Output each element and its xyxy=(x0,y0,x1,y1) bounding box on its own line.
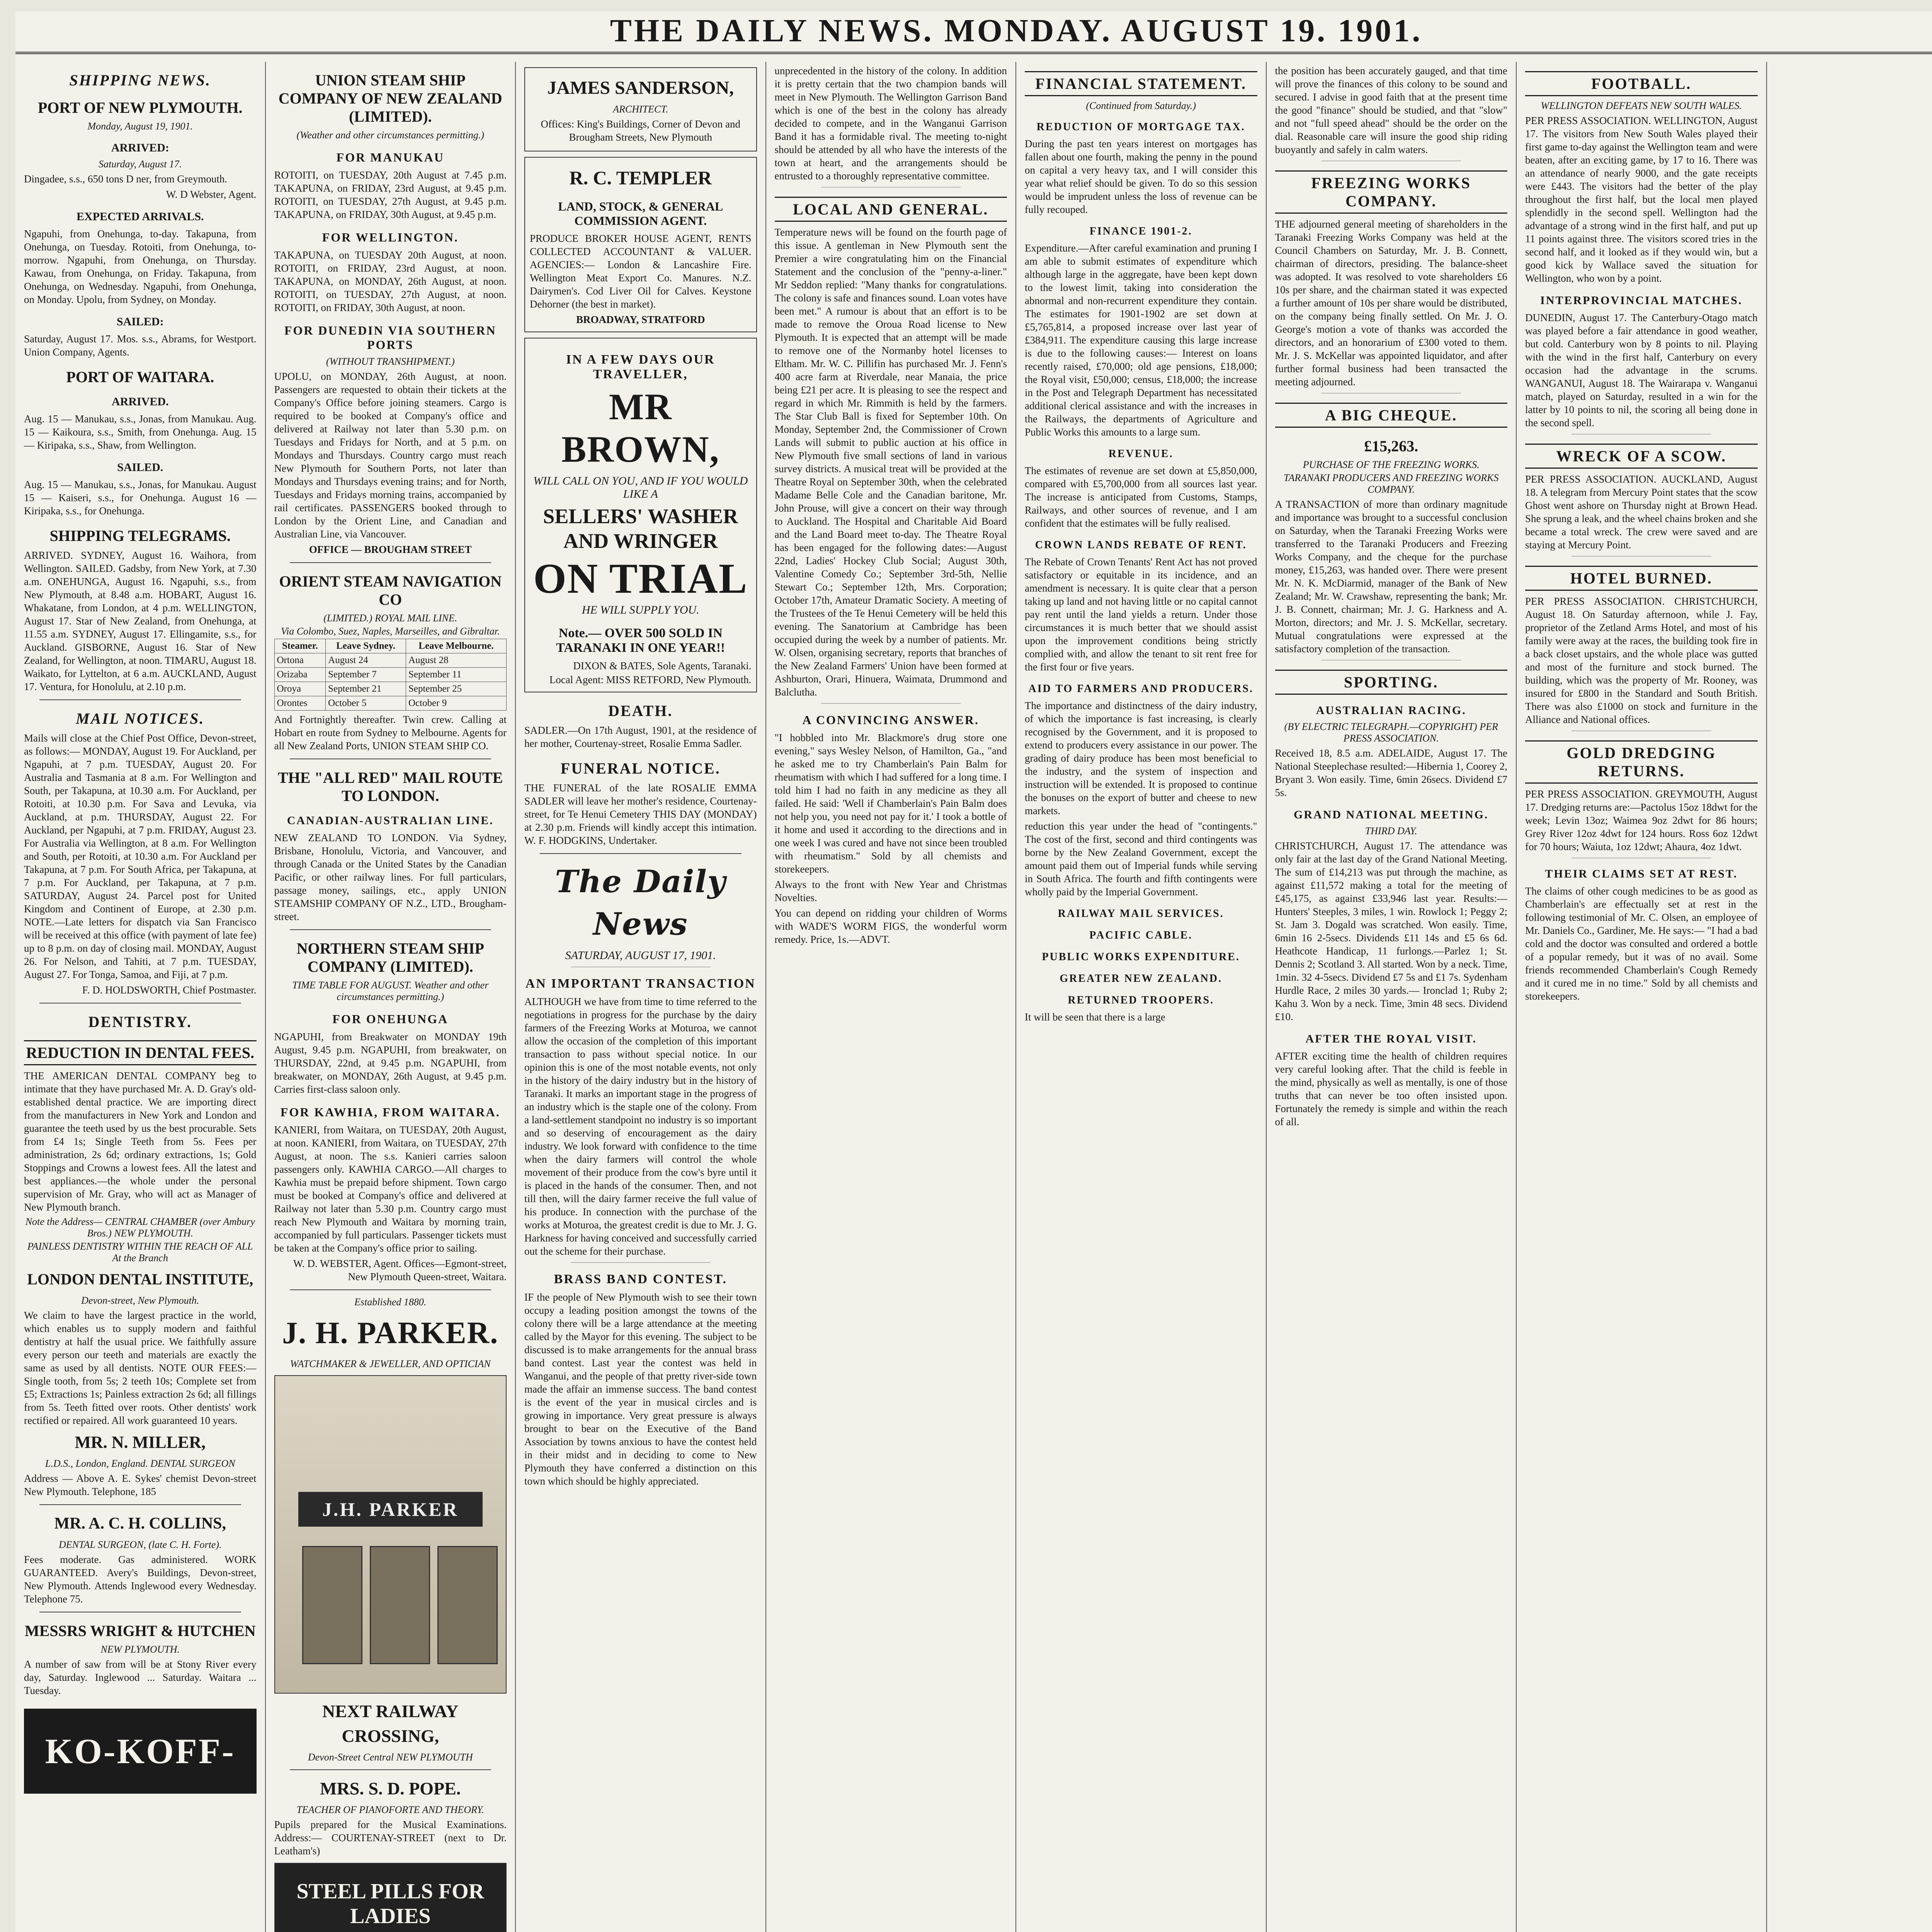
postmaster-signature: F. D. HOLDSWORTH, Chief Postmaster. xyxy=(82,984,257,996)
daily-news-date: SATURDAY, AUGUST 17, 1901. xyxy=(565,949,716,962)
port-date: Monday, August 19, 1901. xyxy=(87,121,193,132)
greater-nz-heading: GREATER NEW ZEALAND. xyxy=(1060,973,1223,985)
funeral-heading: FUNERAL NOTICE. xyxy=(560,760,721,777)
funeral-text: THE FUNERAL of the late ROSALIE EMMA SADLER will leave her mother's residence, Courtenay-street, for Te Henui Cemetery THIS DAY (MONDAY) at 2.30 p.m. Friends will kindly accept this intimation. W. F. HODGKINS, Undertaker. xyxy=(524,782,757,846)
column-5 xyxy=(1016,62,1267,1932)
returned-troopers-heading: RETURNED TROOPERS. xyxy=(1068,994,1214,1006)
aid-farmers-text: The importance and distinctness of the dairy industry, of which the importance is fast increasing, is clearly recognised by the Government, and it is proposed to extend to producers every assistance in our power. The grading of dairy produce has been most beneficial to the industry, and the system of inspection and instruction will be extended. It is proposed to continue the bonuses on the export of butter and cheese to new markets. xyxy=(1025,700,1257,816)
allred-sub: CANADIAN-AUSTRALIAN LINE. xyxy=(287,814,494,827)
webster-signature: W. D. WEBSTER, Agent. Offices—Egmont-street, New Plymouth Queen-street, Waitara. xyxy=(293,1258,507,1282)
table-cell: August 28 xyxy=(406,653,506,668)
crown-lands-heading: CROWN LANDS REBATE OF RENT. xyxy=(1035,539,1247,551)
arrived-text: Dingadee, s.s., 650 tons D ner, from Greymouth. xyxy=(24,173,228,185)
table-cell: September 11 xyxy=(406,668,506,682)
london-dental-heading: LONDON DENTAL INSTITUTE, xyxy=(27,1270,253,1288)
gold-dredging-text: PER PRESS ASSOCIATION. GREYMOUTH, August 17. Dredging returns are:—Pactolus 15oz 18dwt for the week; Levin 13oz; Waimea 9oz 2dwt for 86 hours; Grey River 12oz 4dwt for 124 hours. Ross 6oz 12dwt for 70 hours; Waiuta, 1oz 12dwt; Ahaura, 4oz 1dwt. xyxy=(1525,788,1758,852)
sanderson-sub: ARCHITECT. xyxy=(613,104,668,115)
freezing-works-text: THE adjourned general meeting of shareholders in the Taranaki Freezing Works Company was held at the Council Chambers on Saturday, Mr. J. B. Connett, chairman of directors, presiding. The balance-sheet was adopted. It was resolved to vote shareholders £6 10s per share, and the chairman stated it was expected a further amount of 10s per share would be distributed, on the company being finally settled. On Mr. J. O. George's motion a vote of thanks was accorded the directors, and an honorarium of £300 voted to them. Mr. J. S. McKellar was appointed liquidator, and after further formal business had been transacted the meeting adjourned. xyxy=(1275,218,1507,388)
finance-1901-text: Expenditure.—After careful examination and pruning I am able to submit estimates of expenditure which although large in the aggregate, have been kept down to the lowest limit, taking into consideration the abnormal and non-recurrent expenditure they contain. The estimates for 1901-1902 are set down at £5,765,814, a proposed increase over last year of £384,911. The expenditure causing this large increase is due to the following causes:— Interest on loans recently raised, £70,000; old age pensions, £18,000; the Royal visit, £50,000; census, £18,000; the increase in the Post and Telegraph Department has necessitated additional clerical assistance and with the increases in the Railways, the departments of Agriculture and Public Works this amounts to a large sum. xyxy=(1025,242,1257,438)
grand-national-text: CHRISTCHURCH, August 17. The attendance was only fair at the last day of the Grand National Meeting. The sum of £14,213 was put through the machine, as against £11,572 making a total for the meeting of £45,175, as against £33,946 last year. Results:— Hunters' Steeples, 3 miles, 1 win. Rowlock 1; Peggy 2; St. Jam 3. Dogald was scratched. Won easily. Time, 6min 16 2-5secs. Dividends £11 14s and £5 6s 6d. Heathcote Handicap, 11 furlongs.—Parlez 1; St. Dennis 2; Scotland 3. All started. Won by a neck. Time, 1min. 32 4-5secs. Dividend £7 5s and £1 7s. Sydenham Hurdle Race, 2 miles 30 yards.— Ironclad 1; Ruby 2; Kahu 3. Won by a neck. Time, 3min 48 secs. Dividend £10. xyxy=(1275,840,1507,1022)
table-cell: Ortona xyxy=(274,653,326,668)
finance-1901-heading: FINANCE 1901-2. xyxy=(1089,225,1192,237)
finance-continued: the position has been accurately gauged, and that time will prove the finances of this colony to be sound and secured. I advise in good faith that at the present time the good "finance" should be studied, and that "slow" and not "full speed ahead" should be the order on the dial. Reasonable care will insure the good ship riding buoyantly and safely in calm waters. xyxy=(1275,65,1507,155)
claims-heading: THEIR CLAIMS SET AT REST. xyxy=(1545,867,1738,880)
parker-heading: J. H. PARKER. xyxy=(282,1316,499,1350)
pope-text: Pupils prepared for the Musical Examinations. Address:— COURTENAY-STREET (next to Dr. Leatham's) xyxy=(274,1819,507,1857)
columns xyxy=(15,62,1932,1932)
templer-heading: R. C. TEMPLER xyxy=(569,167,712,189)
allred-heading: THE "ALL RED" MAIL ROUTE TO LONDON. xyxy=(278,769,503,804)
brown-ad xyxy=(524,338,757,692)
local-general-text: Temperature news will be found on the fourth page of this issue. A gentleman in New Plymouth sent the Premier a wire congratulating him on the Financial Statement and the conclusion of the "penny-a-liner." Mr Seddon replied: "Many thanks for congratulations. The colony is safe and finances sound. Loan votes have been met." A rumour is about that an effort is to be made to remove the Oroua Road license to New Plymouth. It is expected that an attempt will be made to remove one of the Normanby hotel licenses to Eltham. Mr. W. C. Pillifin has purchased Mr. J. Fenn's 400 acre farm at Riverdale, near Manaia, the price being £21 per acre. It is pleasing to see the respect and regard in which Mr. Rimmith is held by the farmers. The Star Club Ball is fixed for September 10th. On Monday, September 2nd, the Commissioner of Crown Lands will submit to public auction at his office in New Plymouth five small sections of land in various survey districts. A musical treat will be provided at the Theatre Royal on September 30th, when the celebrated Madame Belle Cole and the Canadian baritone, Mr. John Prouse, will give a concert on their way through to Auckland. The Hospital and Charitable Aid Board and the Land Board meet to-day. The Theatre Royal has been engaged for the following dates:—August 22nd, Ladies' Hockey Club Social; August 30th, Valentine Comedy Co.; September 3rd-5th, Nellie Stewart Co.; September 12th, Mrs. Corporation; October 17th, Amateur Dramatic Society. A meeting of the Trustees of the Te Henui Cemetery will be held this evening. The Sanatorium at Cambridge has been occupied during the week by a number of patients. Mr. W. Olsen, organising secretary, reports that branches of the New Zealand Farmers' Union have been formed at Ashburton, Orari, Hinuera, Waimata, Drummond and Balclutha. xyxy=(774,226,1007,698)
collins-text: Fees moderate. Gas administered. WORK GUARANTEED. Avery's Buildings, Devon-street, New Plymouth. Attends Inglewood every Wednesday. Telephone 75. xyxy=(24,1554,257,1605)
painless-dentistry: PAINLESS DENTISTRY WITHIN THE REACH OF ALL At the Branch xyxy=(27,1241,253,1264)
onehunga-text: NGAPUHI, from Breakwater on MONDAY 19th August, 9.45 p.m. NGAPUHI, from breakwater, on THURSDAY, 22nd, at 9.45 p.m. NGAPUHI, from breakwater, on MONDAY, 26th August, at 9.45 p.m. Carries first-class saloon only. xyxy=(274,1031,507,1095)
crown-lands-text: The Rebate of Crown Tenants' Rent Act has not proved satisfactory or equitable in its incidence, and an amendment is necessary. It is quite clear that a person taking up land and not having little or no capital cannot pay rent until the land yields a return. Under those circumstances it is much better that we should assist upon the improvement conditions being strictly complied with, and allow the tenant to sit rent free for the first four or five years. xyxy=(1025,556,1257,673)
transaction-text: ALTHOUGH we have from time to time referred to the negotiations in progress for the purchase by the dairy farmers of the Freezing Works at Moturoa, we cannot allow the occasion of the completion of this important transaction to pass without special notice. In our opinion this is one of the most notable events, not only in the history of the dairy industry but in the history of Taranaki. It marks an important stage in the progress of an industry which is the staple one of the colony. From a land-settlement standpoint no industry is so important and so deserving of encouragement as the dairy industry. We look forward with confidence to the time when the dairy farmers will control the whole movement of their produce from the cow's byre until it is placed in the hands of the consumer. Then, and not till then, will the dairy farmer receive the full value of his produce. In connection with the purchase of the works at Moturoa, the greatest credit is due to Mr. J. G. Harkness for having conceived and successfully carried out the scheme for their purchase. xyxy=(524,996,757,1257)
revenue-text: The estimates of revenue are set down at £5,850,000, compared with £5,700,000 from all sources last year. The increase is anticipated from Customs, Stamps, Railways, and other sources of revenue, and I am confident that the estimates will be fully realised. xyxy=(1025,465,1257,529)
brown-trial: ON TRIAL xyxy=(533,555,748,602)
onehunga-heading: FOR ONEHUNGA xyxy=(332,1012,449,1026)
office-address: OFFICE — BROUGHAM STREET xyxy=(309,544,472,555)
column-2 xyxy=(266,62,516,1932)
grand-national-sub: THIRD DAY. xyxy=(1365,825,1417,837)
waitara-arrived-heading: ARRIVED. xyxy=(111,395,169,408)
table-cell: October 9 xyxy=(406,696,506,711)
table-cell: Steamer. xyxy=(274,639,326,653)
death-heading: DEATH. xyxy=(608,702,673,719)
royal-visit-heading: AFTER THE ROYAL VISIT. xyxy=(1305,1032,1477,1045)
wright-heading: MESSRS WRIGHT & HUTCHEN xyxy=(24,1622,256,1639)
waitara-sailed-text: Aug. 15 — Manukau, s.s., Jonas, for Manukau. August 15 — Kaiseri, s.s., for Onehunga. August 16 — Kiripaka, s.s., for Onehunga. xyxy=(24,479,257,517)
brass-band-heading: BRASS BAND CONTEST. xyxy=(554,1272,727,1286)
football-heading: FOOTBALL. xyxy=(1525,71,1758,96)
wright-text: A number of saw from will be at Stony River every day, Saturday. Inglewood ... Saturday. Waitara ... Tuesday. xyxy=(24,1658,257,1696)
miller-name: MR. N. MILLER, xyxy=(75,1433,206,1452)
table-row xyxy=(274,682,507,696)
parker-shop-sign: J.H. PARKER xyxy=(298,1492,483,1527)
financial-statement-heading: FINANCIAL STATEMENT. xyxy=(1025,71,1257,96)
sanderson-text: Offices: King's Buildings, Corner of Devon and Brougham Streets, New Plymouth xyxy=(541,118,741,143)
parker-shop-illustration xyxy=(274,1375,507,1694)
templer-text: PRODUCE BROKER HOUSE AGENT, RENTS COLLECTED ACCOUNTANT & VALUER. AGENCIES:— London & Lancashire Fire. Wellington Meat Export Co. Manures. N.Z. Dairymen's. Cod Liver Oil for Calves. Keystone Dehorner (the best in market). xyxy=(530,233,752,310)
hotel-burned-heading: HOTEL BURNED. xyxy=(1525,566,1758,591)
big-cheque-sub2: TARANAKI PRODUCERS AND FREEZING WORKS COMPANY. xyxy=(1283,472,1499,495)
mortgage-tax-text: During the past ten years interest on mortgages has fallen about one fourth, making the penny in the pound on capital a very heavy tax, and I will consider this year what relief should be given. To do so this session would be imprudent unless the loss of revenue can be fully recouped. xyxy=(1025,138,1257,215)
dunedin-sub: (WITHOUT TRANSHIPMENT.) xyxy=(326,356,455,367)
railway-mail-heading: RAILWAY MAIL SERVICES. xyxy=(1058,908,1224,920)
wreck-scow-heading: WRECK OF A SCOW. xyxy=(1525,444,1758,469)
death-text: SADLER.—On 17th August, 1901, at the residence of her mother, Courtenay-street, Rosalie Emma Sadler. xyxy=(524,724,757,749)
big-cheque-amount: £15,263. xyxy=(1364,437,1418,455)
railway-crossing-sub: Devon-Street Central NEW PLYMOUTH xyxy=(308,1752,473,1763)
gold-dredging-heading: GOLD DREDGING RETURNS. xyxy=(1525,740,1758,784)
central-chambers: Note the Address— CENTRAL CHAMBER (over Ambury Bros.) NEW PLYMOUTH. xyxy=(25,1216,255,1239)
mail-notices-heading: MAIL NOTICES. xyxy=(76,710,205,727)
table-cell: September 21 xyxy=(326,682,406,696)
brown-supply: HE WILL SUPPLY YOU. xyxy=(582,604,699,616)
daily-news-title: The Daily News xyxy=(555,863,726,942)
templer-sub: LAND, STOCK, & GENERAL COMMISSION AGENT. xyxy=(558,199,723,228)
aid-farmers-heading: AID TO FARMERS AND PRODUCERS. xyxy=(1028,683,1253,695)
orient-sailings-table xyxy=(274,639,507,711)
pope-heading: MRS. S. D. POPE. xyxy=(320,1779,461,1798)
table-cell: Oroya xyxy=(274,682,326,696)
table-cell: Orontes xyxy=(274,696,326,711)
northern-sub: TIME TABLE FOR AUGUST. Weather and other circumstances permitting.) xyxy=(292,980,489,1002)
public-works-heading: PUBLIC WORKS EXPENDITURE. xyxy=(1042,951,1240,963)
freezing-works-heading: FREEZING WORKS COMPANY. xyxy=(1275,170,1508,214)
union-sub: (Weather and other circumstances permitting.) xyxy=(296,129,484,141)
table-cell: Orizaba xyxy=(274,668,326,682)
orient-route: Via Colombo, Suez, Naples, Marseilles, and Gibraltar. xyxy=(281,626,500,637)
shipping-news-heading: SHIPPING NEWS. xyxy=(69,71,211,89)
orient-note: And Fortnightly thereafter. Twin crew. Calling at Hobart en route from Sydney to Melbourne. Agents for all New Zealand Ports, UNION STEAM SHIP CO. xyxy=(274,714,507,752)
sailed-heading: SAILED: xyxy=(116,315,164,328)
wreck-scow-text: PER PRESS ASSOCIATION. AUCKLAND, August 18. A telegram from Mercury Point states that the scow Ghost went ashore on Thursday night at Brown Head. She sprung a leak, and the wheel chains broken and she became a total wreck. The crew were saved and are staying at Mercury Point. xyxy=(1525,473,1758,551)
manukau-heading: FOR MANUKAU xyxy=(336,150,444,164)
expected-text: Ngapuhi, from Onehunga, to-day. Takapuna, from Onehunga, on Tuesday. Rotoiti, from Onehunga, to-morrow. Ngapuhi, from Onehunga, on Thursday. Kawau, from Onehunga, on Friday. Takapuna, from Onehunga, on Wednesday. Ngapuhi, from Onehunga, on Monday. Upolu, from Sydney, on Monday. xyxy=(24,228,257,305)
financial-statement-sub: (Continued from Saturday.) xyxy=(1086,100,1196,111)
waitara-arrived-text: Aug. 15 — Manukau, s.s., Jonas, from Manukau. Aug. 15 — Kaikoura, s.s., Smith, from Onehunga. Aug. 15 — Kiripaka, s.s., Shaw, from Wellington. xyxy=(24,413,257,451)
brown-will: WILL CALL ON YOU, AND IF YOU WOULD LIKE A xyxy=(533,474,748,500)
collins-title: DENTAL SURGEON, (late C. H. Forte). xyxy=(58,1539,222,1550)
interprovincial-heading: INTERPROVINCIAL MATCHES. xyxy=(1540,294,1743,307)
kawhia-heading: FOR KAWHIA, FROM WAITARA. xyxy=(280,1105,500,1119)
manukau-text: ROTOITI, on TUESDAY, 20th August at 7.45 p.m. TAKAPUNA, on FRIDAY, 23rd August, at 9.45 p.m. ROTOITI, on TUESDAY, 27th August, at 9.45 p.m. TAKAPUNA, on FRIDAY, 30th August, at 9.45 p.m. xyxy=(274,169,507,220)
wellington-heading: FOR WELLINGTON. xyxy=(322,230,459,244)
local-general-heading: LOCAL AND GENERAL. xyxy=(775,197,1007,222)
table-row xyxy=(274,653,507,668)
table-header-row xyxy=(274,639,507,653)
table-cell: September 25 xyxy=(406,682,506,696)
waitara-heading: PORT OF WAITARA. xyxy=(66,368,214,386)
royal-visit-text: AFTER exciting time the health of children requires very careful looking after. That the child is feeble in the mind, physically as well as mentally, is one of those truths that can never be too often insisted upon. Fortunately the remedy is simple and within the reach of all. xyxy=(1275,1050,1507,1128)
brown-name: MR BROWN, xyxy=(561,386,720,470)
masthead-title: THE DAILY NEWS. MONDAY. AUGUST 19. 1901. xyxy=(610,13,1423,49)
london-dental-address: Devon-street, New Plymouth. xyxy=(81,1295,199,1306)
mail-notices-text: Mails will close at the Chief Post Office, Devon-street, as follows:— MONDAY, August 19. For Auckland, per Ngapuhi, at 7 p.m. TUESDAY, August 20. For Australia and Tasmania at 8 a.m. For Wellington and South, per Takapuna, at 10.30 a.m. For Auckland, per Rotoiti, at 10.30 p.m. For Sava and Levuka, via Auckland, at p.m. THURSDAY, August 22. For Auckland, per Ngapuhi, at 7 p.m. FRIDAY, August 23. For Australia via Wellington, at 8 a.m. For Wellington and South, per Rotoiti, at 10.30 a.m. For Auckland per Takapuna, at 7 p.m. For South Africa, per Takapuna, at 7 p.m. For Auckland, per Takapuna, at 7 p.m. SATURDAY, August 24. Parcel post for United Kingdom and Continent of Europe, at 2.30 p.m. NOTE.—Late letters for dispatch via San Francisco will be received at this office (with payment of late fee) up to 8 p.m. on day of closing mail. MONDAY, August 26. For Nelson, and Tahiti, at 7 p.m. TUESDAY, August 27. For Tonga, Samoa, and Fiji, at 7 p.m. xyxy=(24,732,257,980)
mortgage-tax-heading: REDUCTION OF MORTGAGE TAX. xyxy=(1036,121,1245,133)
telegrams-heading: SHIPPING TELEGRAMS. xyxy=(49,527,231,544)
australian-racing-text: Received 18, 8.5 a.m. ADELAIDE, August 17. The National Steeplechase resulted:—Hibernia 1, Coorey 2, Bryant 3. Won easily. Time, 6min 26secs. Dividend £7 5s. xyxy=(1275,747,1507,798)
football-text: PER PRESS ASSOCIATION. WELLINGTON, August 17. The visitors from New South Wales played their first game to-day against the Wellington team and were beaten, after an exciting game, by 17 to 16. There was an attendance of nearly 9000, and the gate receipts were £443. The visitors had the better of the play throughout the first half, but the local men played splendidly in the second spell. Wellington had the advantage of a strong wind in the first half, and put up 11 points against three. The visitors scored tries in the second half, and it looked as if they would win, but a good kick by Wallace saved the situation for Wellington, who won by a point. xyxy=(1525,115,1758,284)
novelties-text: Always to the front with New Year and Christmas Novelties. xyxy=(774,879,1007,903)
templer-address: BROADWAY, STRATFORD xyxy=(576,314,705,325)
ko-koff-coffee-banner: KO-KOFF-COFFEE xyxy=(24,1709,257,1794)
union-heading: UNION STEAM SHIP COMPANY OF NEW ZEALAND (LIMITED). xyxy=(278,71,502,125)
revenue-heading: REVENUE. xyxy=(1108,448,1173,460)
dunedin-heading: FOR DUNEDIN VIA SOUTHERN PORTS xyxy=(284,323,497,352)
brown-note: Note.— OVER 500 SOLD IN TARANAKI IN ONE YEAR!! xyxy=(556,626,725,655)
column-1 xyxy=(15,62,266,1932)
expected-heading: EXPECTED ARRIVALS. xyxy=(76,210,204,223)
brown-intro: IN A FEW DAYS OUR TRAVELLER, xyxy=(566,352,715,381)
sanderson-heading: JAMES SANDERSON, xyxy=(547,78,734,98)
table-row xyxy=(274,668,507,682)
convincing-answer-heading: A CONVINCING ANSWER. xyxy=(802,713,979,727)
sailed-text: Saturday, August 17. Mos. s.s., Abrams, for Westport. Union Company, Agents. xyxy=(24,333,257,358)
big-cheque-sub: PURCHASE OF THE FREEZING WORKS. xyxy=(1303,459,1480,470)
hotel-burned-text: PER PRESS ASSOCIATION. CHRISTCHURCH, August 18. On Saturday afternoon, while J. Fay, proprietor of the Zetland Arms Hotel, and most of his family were away at the races, the building took fire in a back closet upstairs, and the whole place was gutted and most of the furniture and stock burned. The building, which was the property of Mr. Rooney, was insured for £800 in the Standard and South British. There was also £1000 on stock and furniture in the Alliance and National offices. xyxy=(1525,595,1758,725)
pope-sub: TEACHER OF PIANOFORTE AND THEORY. xyxy=(296,1804,485,1815)
reduction-text: THE AMERICAN DENTAL COMPANY beg to intimate that they have purchased Mr. A. D. Gray's old-established dental practice. We are importing direct from the manufacturers in New York and London and guarantee the teeth used by us the best procurable. Sets from £4 1s; Single Teeth from 5s. Fees per administration, 2s 6d; ordinary extractions, 1s; Gold Stoppings and Crowns a lowest fees. All the latest and best appliances.—the whole under the personal supervision of Mr. Gray, who will act as Manager of New Plymouth branch. xyxy=(24,1070,257,1213)
sporting-heading: SPORTING. xyxy=(1275,670,1508,695)
table-row xyxy=(274,696,507,711)
railway-crossing-heading: NEXT RAILWAY CROSSING, xyxy=(322,1701,459,1746)
orient-sub: (LIMITED.) ROYAL MAIL LINE. xyxy=(323,612,457,624)
arrived-agent: W. D Webster, Agent. xyxy=(166,189,257,200)
established-note: Established 1880. xyxy=(354,1296,427,1308)
brass-band-continued: unprecedented in the history of the colony. In addition it is pretty certain that the two champion bands will meet in New Plymouth. The Wellington Garrison Band which is one of the best in the colony has already decided to compete, and in the Wanganui Garrison Band it has a formidable rival. The meeting to-night should be attended by all who have the interests of the town at heart, and the arrangements should be entrusted to a thoroughly representative committee. xyxy=(774,65,1007,182)
waitara-sailed-heading: SAILED. xyxy=(117,461,163,474)
brass-band-text: IF the people of New Plymouth wish to see their town occupy a leading position amongst the towns of the colony there will be a large attendance at the meeting called by the Mayor for this evening. The subject to be discussed is to make arrangements for the annual brass band contest. Last year the contest was held in Wanganui, and the people of that pretty river-side town made the affair an immense success. The band contest is the event of the year in musical circles and is growing in importance. Very great pressure is always brought to bear on the Executive of the Band Association by towns anxious to have the contest held in their midst and in deciding to come to New Plymouth they have conferred a distinction on this town which should be highly appreciated. xyxy=(524,1291,757,1487)
dunedin-text: UPOLU, on MONDAY, 26th August, at noon. Passengers are requested to obtain their tickets at the Company's Office before joining steamers. Cargo is required to be booked at Company's office and delivered at Railway not later than 5.30 p.m. on Tuesdays and Fridays for North, and at 5 p.m. on Mondays and Thursdays. Country cargo must reach New Plymouth for Southern Ports, not later than Mondays and Thursdays evening trains; and for North, Tuesdays and Fridays morning trains, accompanied by rail certificates. PASSENGERS booked through to London by the Orient Line, and Canadian and Australian Line, via Vancouver. xyxy=(274,371,507,540)
arrived-heading: ARRIVED: xyxy=(111,141,169,154)
football-sub: WELLINGTON DEFEATS NEW SOUTH WALES. xyxy=(1541,100,1742,111)
orient-heading: ORIENT STEAM NAVIGATION CO xyxy=(279,573,502,608)
column-7 xyxy=(1517,62,1767,1932)
returned-troopers-text: It will be seen that there is a large xyxy=(1025,1011,1165,1023)
telegrams-text: ARRIVED. SYDNEY, August 16. Waihora, from Wellington. SAILED. Gadsby, from New York, at 7.30 a.m. ONEHUNGA, August 16. Ngapuhi, s.s., from New Plymouth, at 8.48 a.m. HOBART, August 16. Whakatane, from London, at 4 p.m. WELLINGTON, August 17. Star of New Zealand, from Onehunga, at 11.55 a.m. SYDNEY, August 17. Ellingamite, s.s., for Auckland. GISBORNE, August 16. Star of New Zealand, for Wellington, at noon. TIMARU, August 18. Waikato, for Lyttelton, at 6 a.m. AUCKLAND, August 17. Ventura, for Honolulu, at 2.10 p.m. xyxy=(24,549,257,692)
column-3 xyxy=(516,62,766,1932)
local-agent: Local Agent: MISS RETFORD, New Plymouth. xyxy=(549,674,752,685)
big-cheque-heading: A BIG CHEQUE. xyxy=(1275,403,1508,428)
london-dental-text: We claim to have the largest practice in the world, which enables us to supply modern and faithful dentistry at half the usual price. We faithfully assure every person our teeth and materials are exactly the same as used by all dentists. NOTE OUR FEES:—Single tooth, from 5s; 2 teeth 10s; Complete set from £5; Extractions 1s; Painless extraction 2s 6d; all fillings from 5s. Teeth fitted over roots. Other dentists' work rectified or repaired. All work guaranteed 10 years. xyxy=(24,1310,257,1426)
convincing-answer-text: "I hobbled into Mr. Blackmore's drug store one evening," says Wesley Nelson, of Hamilton, Ga., "and he asked me to try Chamberlain's Pain Balm for rheumatism with which I had suffered for a long time. I told him I had no faith in any medicine as they all failed. He said: 'Well if Chamberlain's Pain Balm does not help you, you need not pay for it.' I took a bottle of it home and used it according to the directions and in one week I was cured and have not since been troubled with rheumatism." Sold by all chemists and storekeepers. xyxy=(774,732,1007,875)
australian-racing-heading: AUSTRALIAN RACING. xyxy=(1316,704,1466,717)
miller-title: L.D.S., London, England. DENTAL SURGEON xyxy=(45,1458,235,1469)
newspaper-page xyxy=(15,12,1932,1932)
contingents-text: reduction this year under the head of "contingents." The cost of the first, second and third contingents was borne by the New Zealand Government, except the amount paid them out of Imperial funds while serving in South Africa. The fourth and fifth contingents were wholly paid by the Imperial Government. xyxy=(1025,820,1257,898)
allred-text: NEW ZEALAND TO LONDON. Via Sydney, Brisbane, Honolulu, Victoria, and Vancouver, and through Canada or the United States by the Canadian Pacific, or other railway lines. For full particulars, passage money, sailings, etc., apply UNION STEAMSHIP COMPANY OF N.Z., LTD., Brougham-street. xyxy=(274,832,507,922)
table-cell: Leave Sydney. xyxy=(326,639,406,653)
kawhia-text: KANIERI, from Waitara, on TUESDAY, 20th August, at noon. KANIERI, from Waitara, on TUESDAY, 27th August, at noon. The s.s. Kanieri carries saloon passengers only. KAWHIA CARGO.—All charges to Kawhia must be prepaid before shipment. Town cargo must be booked at Company's office and delivered at Railway not later than 5.30 p.m. Country cargo must reach New Plymouth and Waitara by morning train, accompanied by full particulars. Passenger tickets must be taken at the Company's office prior to sailing. xyxy=(274,1124,507,1254)
table-cell: September 7 xyxy=(326,668,406,682)
wellington-text: TAKAPUNA, on TUESDAY 20th August, at noon. ROTOITI, on FRIDAY, 23rd August, at noon. TAKAPUNA, on MONDAY, 26th August, at noon. ROTOITI, on TUESDAY, 27th August, at noon. ROTOITI, on FRIDAY, 30th August, at noon. xyxy=(274,249,507,313)
big-cheque-text: A TRANSACTION of more than ordinary magnitude and importance was brought to a successful conclusion on Saturday, when the Taranaki Freezing Works were transferred to the Taranaki Producers and Freezing Works Company, and the cheque for the purchase money, £15,263, was handed over. There were present Mr. N. K. McDiarmid, manager of the Bank of New Zealand; Mr. W. Crawshaw, representing the bank; Mr. J. B. Connett, chairman; Mr. J. G. Harkness and A. Morton, directors; and Mr. J. S. McKellar, secretary. Mutual congratulations were expressed at the satisfactory completion of the transaction. xyxy=(1275,498,1507,655)
masthead xyxy=(15,12,1932,54)
port-heading: PORT OF NEW PLYMOUTH. xyxy=(37,99,243,116)
arrived-date: Saturday, August 17. xyxy=(99,158,182,170)
dixon-bates: DIXON & BATES, Sole Agents, Taranaki. xyxy=(573,660,752,672)
northern-heading: NORTHERN STEAM SHIP COMPANY (LIMITED). xyxy=(296,940,484,975)
column-6 xyxy=(1267,62,1517,1932)
dentistry-heading: DENTISTRY. xyxy=(88,1013,192,1031)
interprovincial-text: DUNEDIN, August 17. The Canterbury-Otago match was played before a fair attendance in good weather, but cold. Canterbury won by 8 points to nil. Playing with the wind in the first half, Canterbury on every occasion had the advantage in the scrums. WANGANUI, August 18. The Wairarapa v. Wanganui match, played on Saturday, resulted in a win for the latter by 10 points to nil, the scoring all being done in the second spell. xyxy=(1525,312,1758,429)
table-cell: October 5 xyxy=(326,696,406,711)
parker-sub: WATCHMAKER & JEWELLER, AND OPTICIAN xyxy=(290,1358,491,1369)
miller-address: Address — Above A. E. Sykes' chemist Devon-street New Plymouth. Telephone, 185 xyxy=(24,1473,257,1497)
templer-ad xyxy=(524,157,757,332)
claims-text: The claims of other cough medicines to be as good as Chamberlain's are effectually set at rest in the following testimonial of Mr. C. Olsen, an employee of Mr. Daniels Co., Gardiner, Me. He says:— "I had a bad cold and the doctor was consulted and ordered a bottle of a popular remedy, but it was of no avail. Some friends recommended Chamberlain's Cough Remedy and it cured me in no time." Sold by all chemists and storekeepers. xyxy=(1525,885,1758,1002)
reduction-heading: REDUCTION IN DENTAL FEES. xyxy=(24,1040,257,1065)
wade-worm-figs-text: You can depend on ridding your children of Worms with WADE'S WORM FIGS, the wonderful worm remedy. Price, 1s.—ADVT. xyxy=(774,907,1007,945)
table-cell: Leave Melbourne. xyxy=(406,639,506,653)
australian-racing-sub: (BY ELECTRIC TELEGRAPH.—COPYRIGHT) PER PRESS ASSOCIATION. xyxy=(1284,721,1498,744)
table-cell: August 24 xyxy=(326,653,406,668)
pacific-cable-heading: PACIFIC CABLE. xyxy=(1089,929,1193,941)
collins-name: MR. A. C. H. COLLINS, xyxy=(54,1515,226,1532)
brown-product: SELLERS' WASHER AND WRINGER xyxy=(543,505,738,553)
wright-location: NEW PLYMOUTH. xyxy=(100,1644,180,1655)
transaction-heading: AN IMPORTANT TRANSACTION xyxy=(525,976,756,991)
grand-national-heading: GRAND NATIONAL MEETING. xyxy=(1294,808,1489,821)
sanderson-ad xyxy=(524,67,757,151)
column-4 xyxy=(766,62,1017,1932)
steel-pills-ad: STEEL PILLS FOR LADIES xyxy=(274,1863,507,1932)
